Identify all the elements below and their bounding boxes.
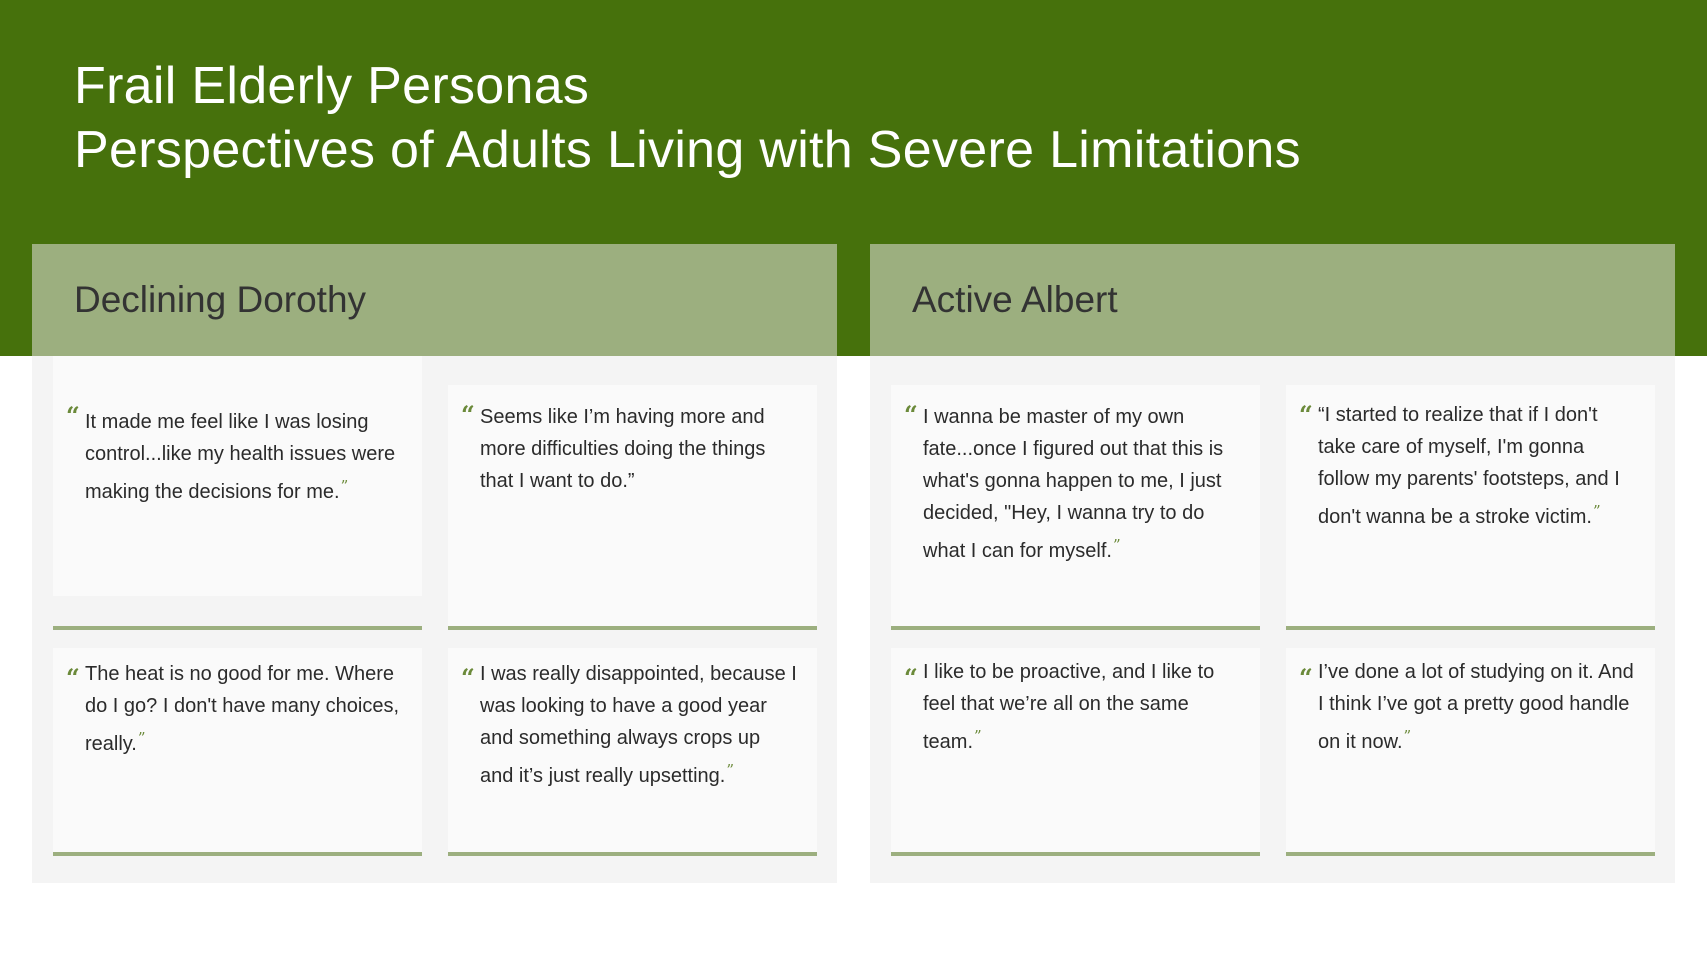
persona-panel-albert (870, 244, 1675, 883)
close-quote-icon: ” (974, 727, 982, 745)
open-quote-icon: “ (66, 401, 80, 430)
quote-text: I was really disappointed, because I was looking to have a good year and something always crops up and it’s just really upsetting.” (480, 663, 797, 787)
open-quote-icon: “ (1299, 400, 1313, 429)
quote-text: I wanna be master of my own fate...once I figured out that this is what's gonna happen to me, I just decided, "Hey, I wanna try to do what I can for myself.” (923, 406, 1224, 562)
quote-card (448, 648, 817, 856)
close-quote-icon: ” (1112, 536, 1121, 554)
quote-card (891, 648, 1260, 856)
quote-text: The heat is no good for me. Where do I go? I don't have many choices, really.” (85, 663, 400, 755)
open-quote-icon: “ (461, 663, 475, 692)
persona-header (870, 244, 1675, 356)
slide-title (74, 54, 1301, 182)
close-quote-icon: ” (1592, 502, 1601, 520)
quote-card (1286, 385, 1655, 630)
open-quote-icon: “ (904, 663, 918, 692)
title-line-1: Frail Elderly Personas (74, 57, 590, 115)
quote-card (53, 356, 422, 596)
quote-text: Seems like I’m having more and more difficulties doing the things that I want to do.” (480, 406, 766, 492)
quote-text: It made me feel like I was losing control...like my health issues were making the decisions for me.” (85, 411, 396, 503)
quote-text: I like to be proactive, and I like to feel that we’re all on the same team.” (923, 661, 1215, 753)
open-quote-icon: “ (904, 400, 918, 429)
card-divider (53, 626, 422, 630)
persona-panel-dorothy (32, 244, 837, 883)
persona-name: Active Albert (912, 279, 1118, 320)
quote-text: “I started to realize that if I don't take care of myself, I'm gonna follow my parents' footsteps, and I don't wanna be a stroke victim.” (1318, 404, 1620, 528)
quote-card (448, 385, 817, 630)
close-quote-icon: ” (1403, 727, 1412, 745)
open-quote-icon: “ (66, 663, 80, 692)
quote-text: I’ve done a lot of studying on it. And I think I’ve got a pretty good handle on it now.” (1318, 661, 1634, 753)
close-quote-icon: ” (726, 761, 734, 779)
quote-card (53, 648, 422, 856)
persona-name: Declining Dorothy (74, 279, 367, 320)
open-quote-icon: “ (461, 400, 475, 429)
open-quote-icon: “ (1299, 663, 1313, 692)
persona-header (32, 244, 837, 356)
title-line-2: Perspectives of Adults Living with Severe Limitations (74, 121, 1301, 179)
quote-card (891, 385, 1260, 630)
quote-card (1286, 648, 1655, 856)
close-quote-icon: ” (137, 729, 146, 747)
close-quote-icon: ” (340, 477, 349, 495)
